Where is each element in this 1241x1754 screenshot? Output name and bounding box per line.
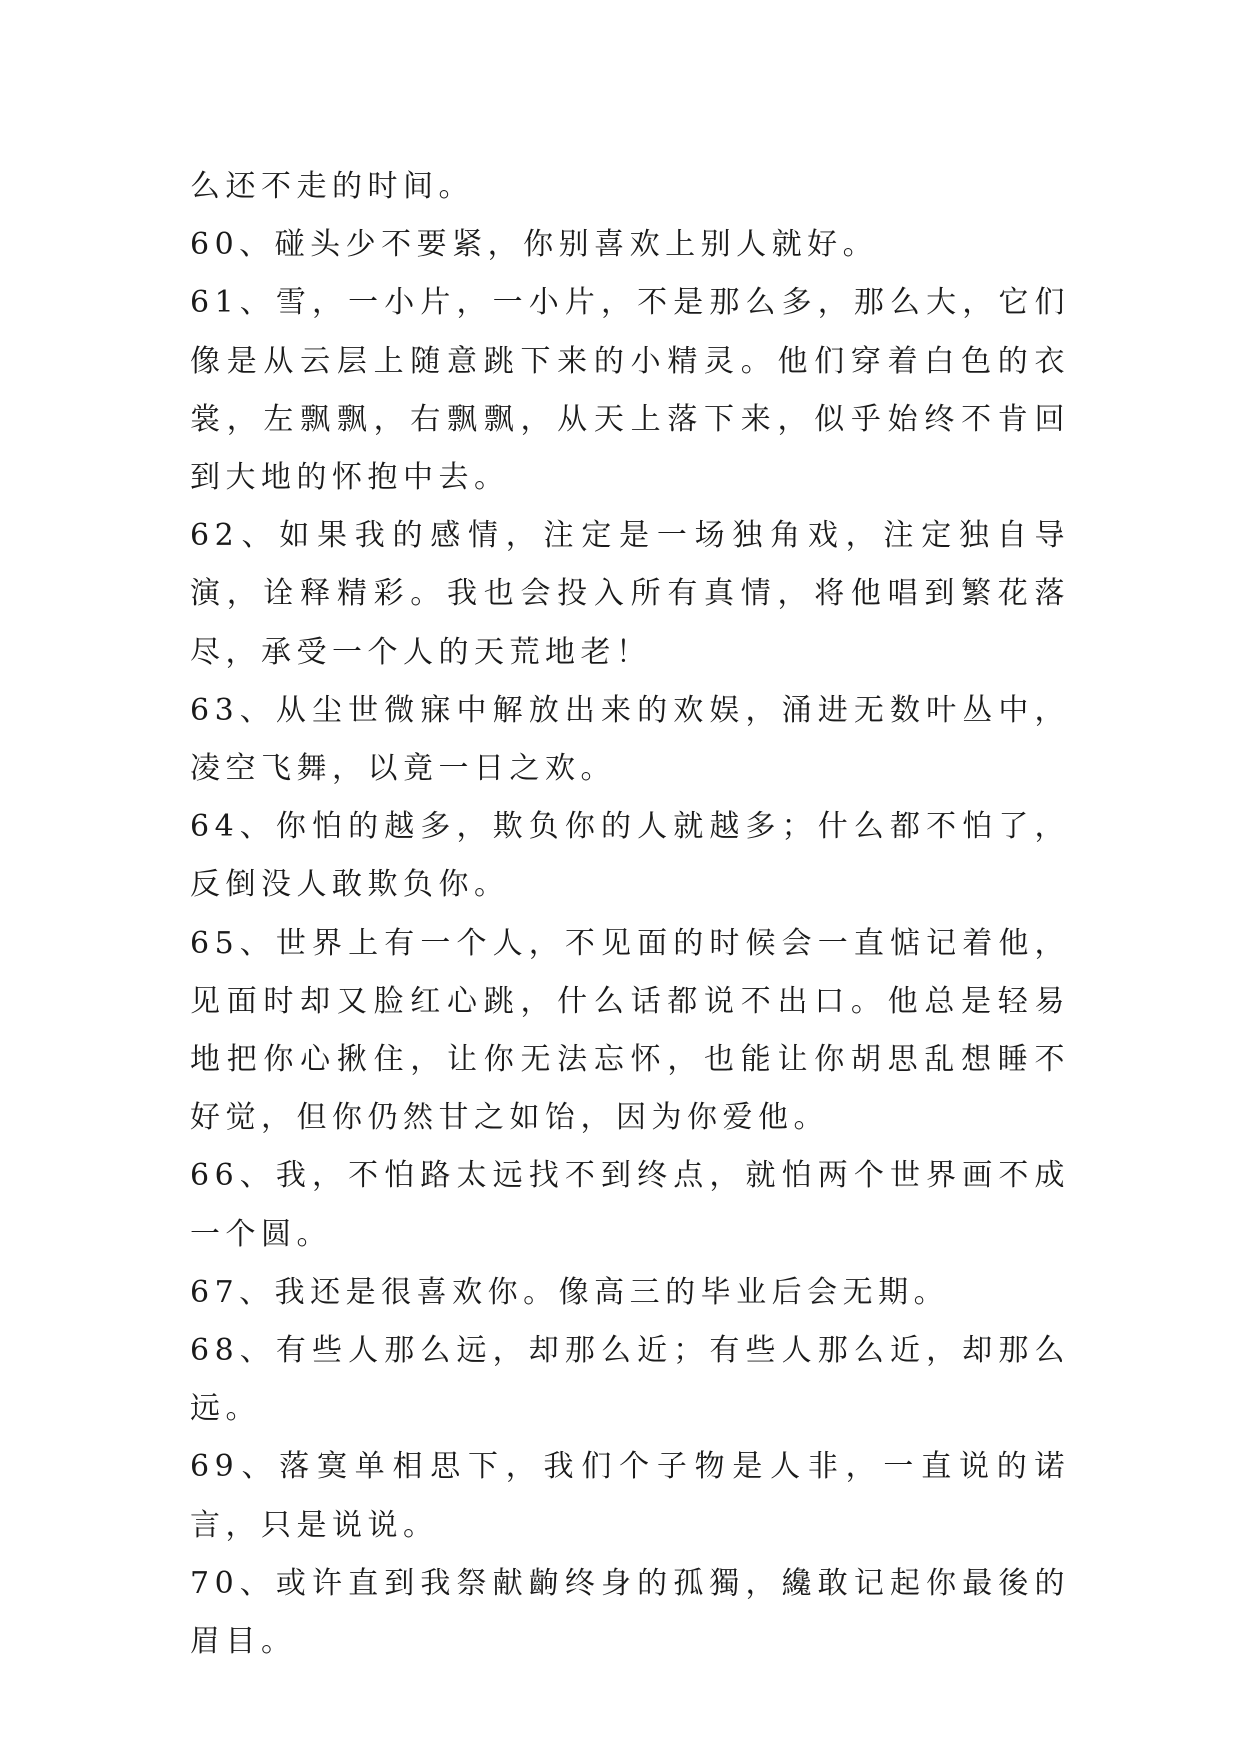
paragraph-60: 60、碰头少不要紧，你别喜欢上别人就好。 bbox=[190, 227, 879, 263]
paragraph-67: 67、我还是很喜欢你。像高三的毕业后会无期。 bbox=[190, 1274, 950, 1310]
document-body bbox=[190, 158, 1070, 1671]
paragraph-62: 62、如果我的感情，注定是一场独角戏，注定独自导演，诠释精彩。我也会投入所有真情，将他唱到繁花落尽，承受一个人的天荒地老！ bbox=[190, 518, 1070, 670]
paragraph-64: 64、你怕的越多，欺负你的人就越多；什么都不怕了，反倒没人敢欺负你。 bbox=[190, 809, 1070, 903]
paragraph-70: 70、或许直到我祭献齣终身的孤獨，纔敢记起你最後的眉目。 bbox=[190, 1565, 1070, 1660]
paragraph-65: 65、世界上有一个人，不见面的时候会一直惦记着他，见面时却又脸红心跳，什么话都说不出口。他总是轻易地把你心揪住，让你无法忘怀，也能让你胡思乱想睡不好觉，但你仍然甘之如饴，因为你爱他。 bbox=[190, 925, 1070, 1136]
paragraph-continuation: 么还不走的时间。 bbox=[190, 169, 474, 204]
paragraph-61: 61、雪，一小片，一小片，不是那么多，那么大，它们像是从云层上随意跳下来的小精灵。他们穿着白色的衣裳，左飘飘，右飘飘，从天上落下来，似乎始终不肯回到大地的怀抱中去。 bbox=[190, 285, 1070, 496]
paragraph-66: 66、我，不怕路太远找不到终点，就怕两个世界画不成一个圆。 bbox=[190, 1158, 1070, 1252]
paragraph-69: 69、落寞单相思下，我们个子物是人非，一直说的诺言，只是说说。 bbox=[190, 1449, 1070, 1543]
paragraph-68: 68、有些人那么远，却那么近；有些人那么近，却那么远。 bbox=[190, 1333, 1070, 1427]
paragraph-63: 63、从尘世微寐中解放出来的欢娱，涌进无数叶丛中，凌空飞舞，以竟一日之欢。 bbox=[190, 692, 1070, 787]
